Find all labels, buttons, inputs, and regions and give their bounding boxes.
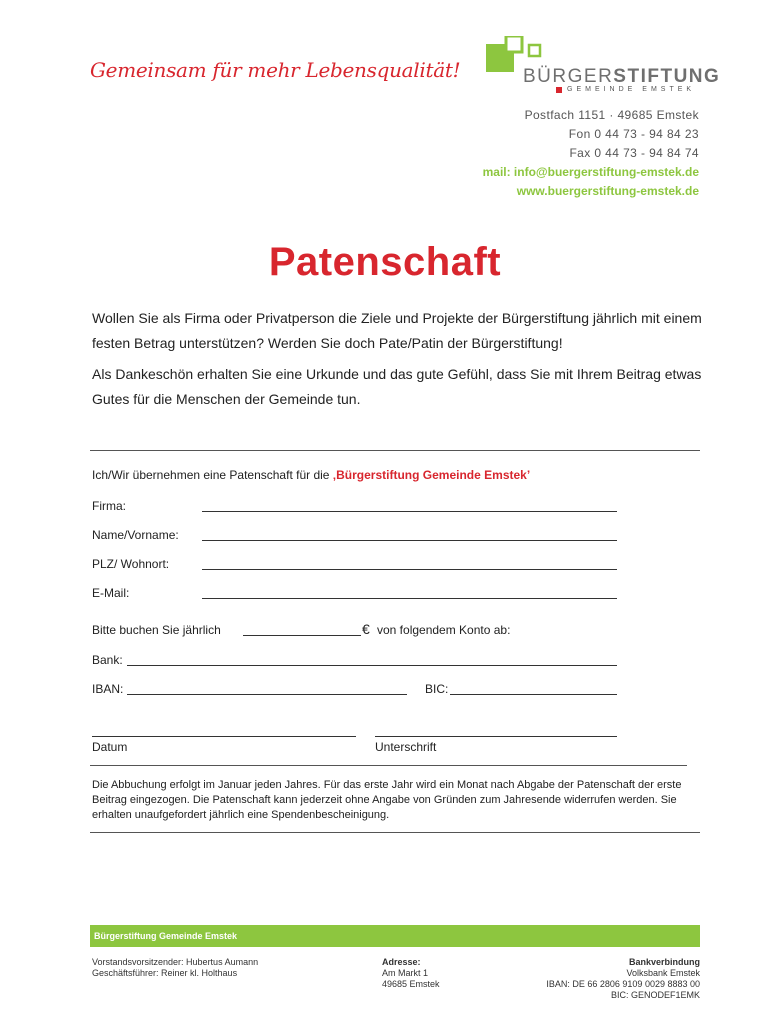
iban-label: IBAN: [92,682,124,696]
email-label: E-Mail: [92,586,130,600]
name-field[interactable] [202,540,617,541]
betrag-suffix: von folgendem Konto ab: [377,623,511,637]
unterschrift-field[interactable] [375,736,617,737]
bank-field[interactable] [127,665,617,666]
unterschrift-label: Unterschrift [375,740,437,754]
footer-bar-title: Bürgerstiftung Gemeinde Emstek [94,931,238,941]
datum-field[interactable] [92,736,356,737]
firma-field[interactable] [202,511,617,512]
footer-management [92,957,258,979]
datum-label: Datum [92,740,128,754]
form-lead: Ich/Wir übernehmen eine Patenschaft für die ‚Bürgerstiftung Gemeinde Emstek’ [92,468,531,482]
bank-label: Bank: [92,653,123,667]
footer-bank [546,957,700,1001]
footer-bar [90,925,700,947]
footer-bank-label: Bankverbindung [628,957,700,967]
currency-symbol: € [362,621,370,637]
contact-fax: Fax 0 44 73 - 94 84 74 [569,146,699,160]
footer-bank-name: Volksbank Emstek [626,968,700,978]
iban-field[interactable] [127,694,407,695]
divider [90,832,700,833]
footer-vorstand: Vorstandsvorsitzender: Hubertus Aumann [92,957,259,967]
footer-address [382,957,440,990]
divider [90,450,700,451]
bic-field[interactable] [450,694,617,695]
email-field[interactable] [202,598,617,599]
footer-adresse-label: Adresse: [382,957,421,967]
slogan: Gemeinsam für mehr Lebensqualität! [90,58,461,82]
betrag-label: Bitte buchen Sie jährlich [92,623,221,637]
contact-web-link[interactable]: www.buergerstiftung-emstek.de [516,184,699,198]
form-lead-highlight: ‚Bürgerstiftung Gemeinde Emstek’ [332,468,531,482]
footer-adresse-city: 49685 Emstek [382,979,440,989]
betrag-field[interactable] [243,635,361,636]
divider [90,765,687,766]
page-title: Patenschaft [268,240,502,284]
notice-text: Die Abbuchung erfolgt im Januar jeden Jahres. Für das erste Jahr wird ein Monat nach Abgabe der Patenschaft der erste Beitrag eingezogen. Die Patenschaft kann jederzeit ohne Angabe von Gründen zum Jahresende widerrufen werden. Sie erhalten unaufgefordert jährlich eine Spendenbescheinigung. [92,779,682,821]
plz-field[interactable] [202,569,617,570]
footer-bank-iban: IBAN: DE 66 2806 9109 0029 8883 00 [546,979,700,989]
bic-label: BIC: [425,682,449,696]
contact-postfach: Postfach 1151 · 49685 Emstek [524,108,699,122]
firma-label: Firma: [92,499,126,513]
contact-fon: Fon 0 44 73 - 94 84 23 [568,127,699,141]
name-label: Name/Vorname: [92,528,179,542]
logo-red-square [556,87,562,93]
footer-geschaeftsfuehrer: Geschäftsführer: Reiner kl. Holthaus [92,968,238,978]
plz-label: PLZ/ Wohnort: [92,557,170,571]
intro-paragraph-1: Wollen Sie als Firma oder Privatperson die Ziele und Projekte der Bürgerstiftung jährlich mit einem festen Betrag unterstützen? Werden Sie doch Pate/Patin der Bürgerstiftung! [92,310,702,351]
footer-adresse-street: Am Markt 1 [382,968,429,978]
footer-bank-bic: BIC: GENODEF1EMK [610,990,700,1000]
intro-paragraph-2: Als Dankeschön erhalten Sie eine Urkunde und das gute Gefühl, dass Sie mit Ihrem Beitrag etwas Gutes für die Menschen der Gemeinde tun. [92,366,702,407]
logo-wordmark: BÜRGERSTIFTUNG [523,66,721,87]
logo-subtitle: GEMEINDE EMSTEK [567,86,696,93]
contact-mail-link[interactable]: mail: info@buergerstiftung-emstek.de [482,165,699,179]
